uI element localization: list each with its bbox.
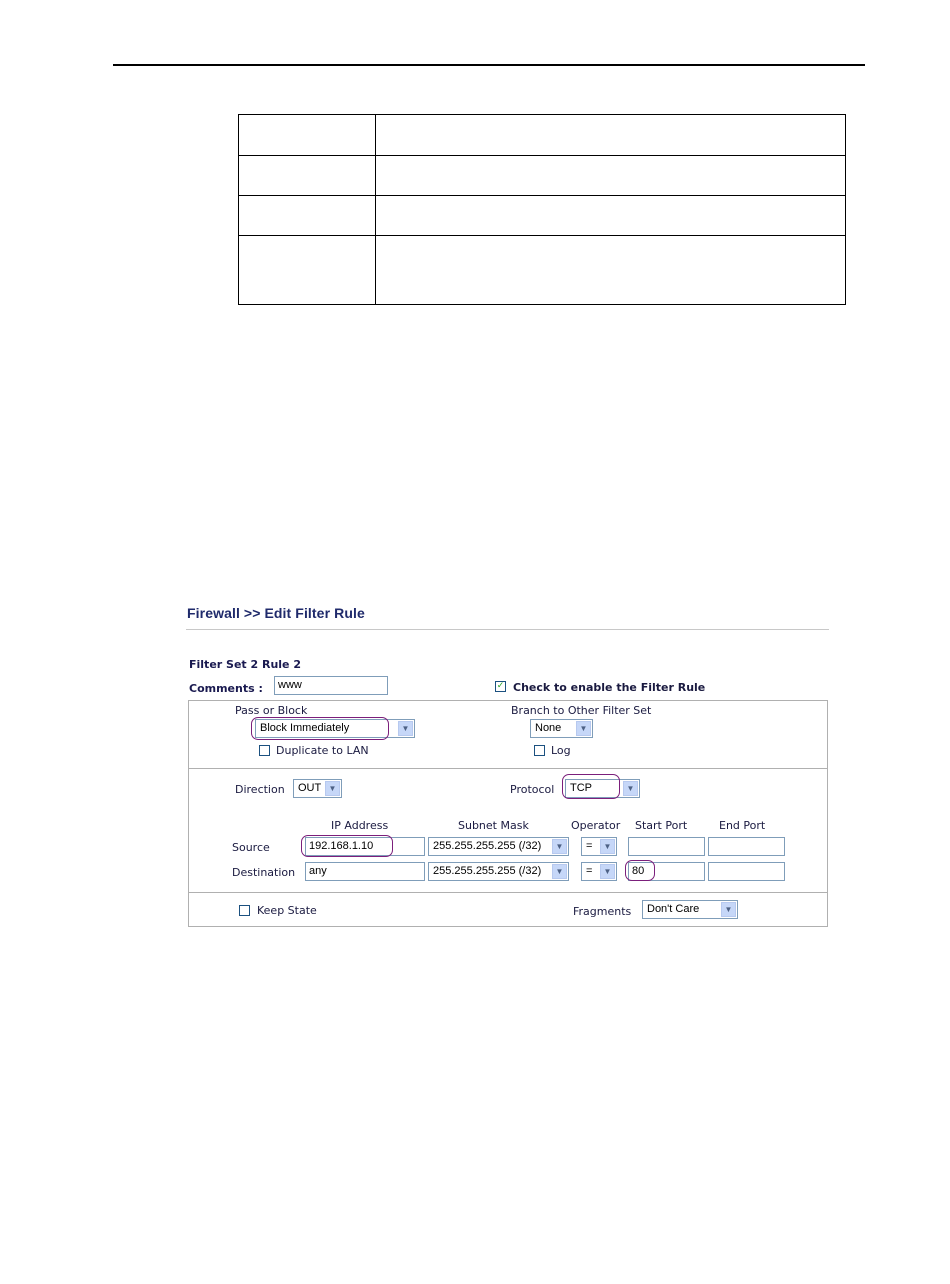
page-header-rule [113, 64, 865, 66]
filter-rule-screenshot [186, 596, 831, 931]
comments-input[interactable]: www [274, 676, 388, 695]
column-header-ip: IP Address [331, 819, 389, 832]
filter-set-title: Filter Set 2 Rule 2 [189, 658, 301, 671]
protocol-value: TCP [570, 782, 592, 794]
document-table [238, 114, 846, 305]
duplicate-lan-checkbox[interactable] [259, 745, 270, 756]
destination-start-port-input[interactable]: 80 [628, 862, 705, 881]
log-checkbox[interactable] [534, 745, 545, 756]
direction-select[interactable] [293, 779, 342, 798]
protocol-select[interactable] [565, 779, 640, 798]
chevron-down-icon[interactable]: ▼ [600, 864, 615, 879]
branch-select[interactable] [530, 719, 593, 738]
pass-or-block-select[interactable] [255, 719, 415, 738]
enable-rule-checkbox[interactable] [495, 681, 506, 692]
branch-label: Branch to Other Filter Set [511, 704, 652, 717]
address-panel [188, 768, 828, 893]
destination-label: Destination [232, 866, 296, 879]
destination-end-port-input[interactable] [708, 862, 785, 881]
table-row-divider [239, 195, 845, 196]
chevron-down-icon[interactable]: ▼ [398, 721, 413, 736]
action-panel [188, 700, 828, 769]
chevron-down-icon[interactable]: ▼ [552, 864, 567, 879]
comments-label: Comments : [189, 682, 263, 695]
chevron-down-icon[interactable]: ▼ [721, 902, 736, 917]
source-start-port-input[interactable] [628, 837, 705, 856]
fragments-select[interactable] [642, 900, 738, 919]
destination-operator-select[interactable] [581, 862, 617, 881]
log-label: Log [551, 744, 571, 757]
enable-rule-label: Check to enable the Filter Rule [513, 681, 706, 694]
page-title: Firewall >> Edit Filter Rule [187, 605, 365, 621]
fragments-value: Don't Care [647, 903, 700, 915]
destination-mask-value: 255.255.255.255 (/32) [433, 865, 542, 877]
chevron-down-icon[interactable]: ▼ [576, 721, 591, 736]
check-icon: ✓ [496, 681, 505, 691]
chevron-down-icon[interactable]: ▼ [552, 839, 567, 854]
duplicate-lan-label: Duplicate to LAN [276, 744, 369, 757]
direction-value: OUT [298, 782, 322, 794]
direction-label: Direction [235, 783, 285, 796]
source-operator-value: = [586, 840, 593, 852]
source-end-port-input[interactable] [708, 837, 785, 856]
column-header-mask: Subnet Mask [458, 819, 529, 832]
branch-value: None [535, 722, 562, 734]
chevron-down-icon[interactable]: ▼ [623, 781, 638, 796]
column-header-end-port: End Port [719, 819, 766, 832]
keep-state-label: Keep State [257, 904, 317, 917]
chevron-down-icon[interactable]: ▼ [600, 839, 615, 854]
table-row-divider [239, 155, 845, 156]
fragments-label: Fragments [573, 905, 632, 918]
source-ip-input[interactable]: 192.168.1.10 [305, 837, 425, 856]
protocol-label: Protocol [510, 783, 555, 796]
destination-operator-value: = [586, 865, 593, 877]
source-mask-select[interactable] [428, 837, 569, 856]
table-row-divider [239, 235, 845, 236]
chevron-down-icon[interactable]: ▼ [325, 781, 340, 796]
pass-or-block-value: Block Immediately [260, 722, 350, 734]
column-header-start-port: Start Port [635, 819, 688, 832]
destination-ip-input[interactable]: any [305, 862, 425, 881]
destination-mask-select[interactable] [428, 862, 569, 881]
source-label: Source [232, 841, 270, 854]
title-divider [186, 629, 829, 630]
column-header-operator: Operator [571, 819, 621, 832]
source-operator-select[interactable] [581, 837, 617, 856]
keep-state-checkbox[interactable] [239, 905, 250, 916]
options-panel [188, 892, 828, 927]
table-column-divider [375, 115, 376, 304]
pass-or-block-label: Pass or Block [235, 704, 308, 717]
source-mask-value: 255.255.255.255 (/32) [433, 840, 542, 852]
